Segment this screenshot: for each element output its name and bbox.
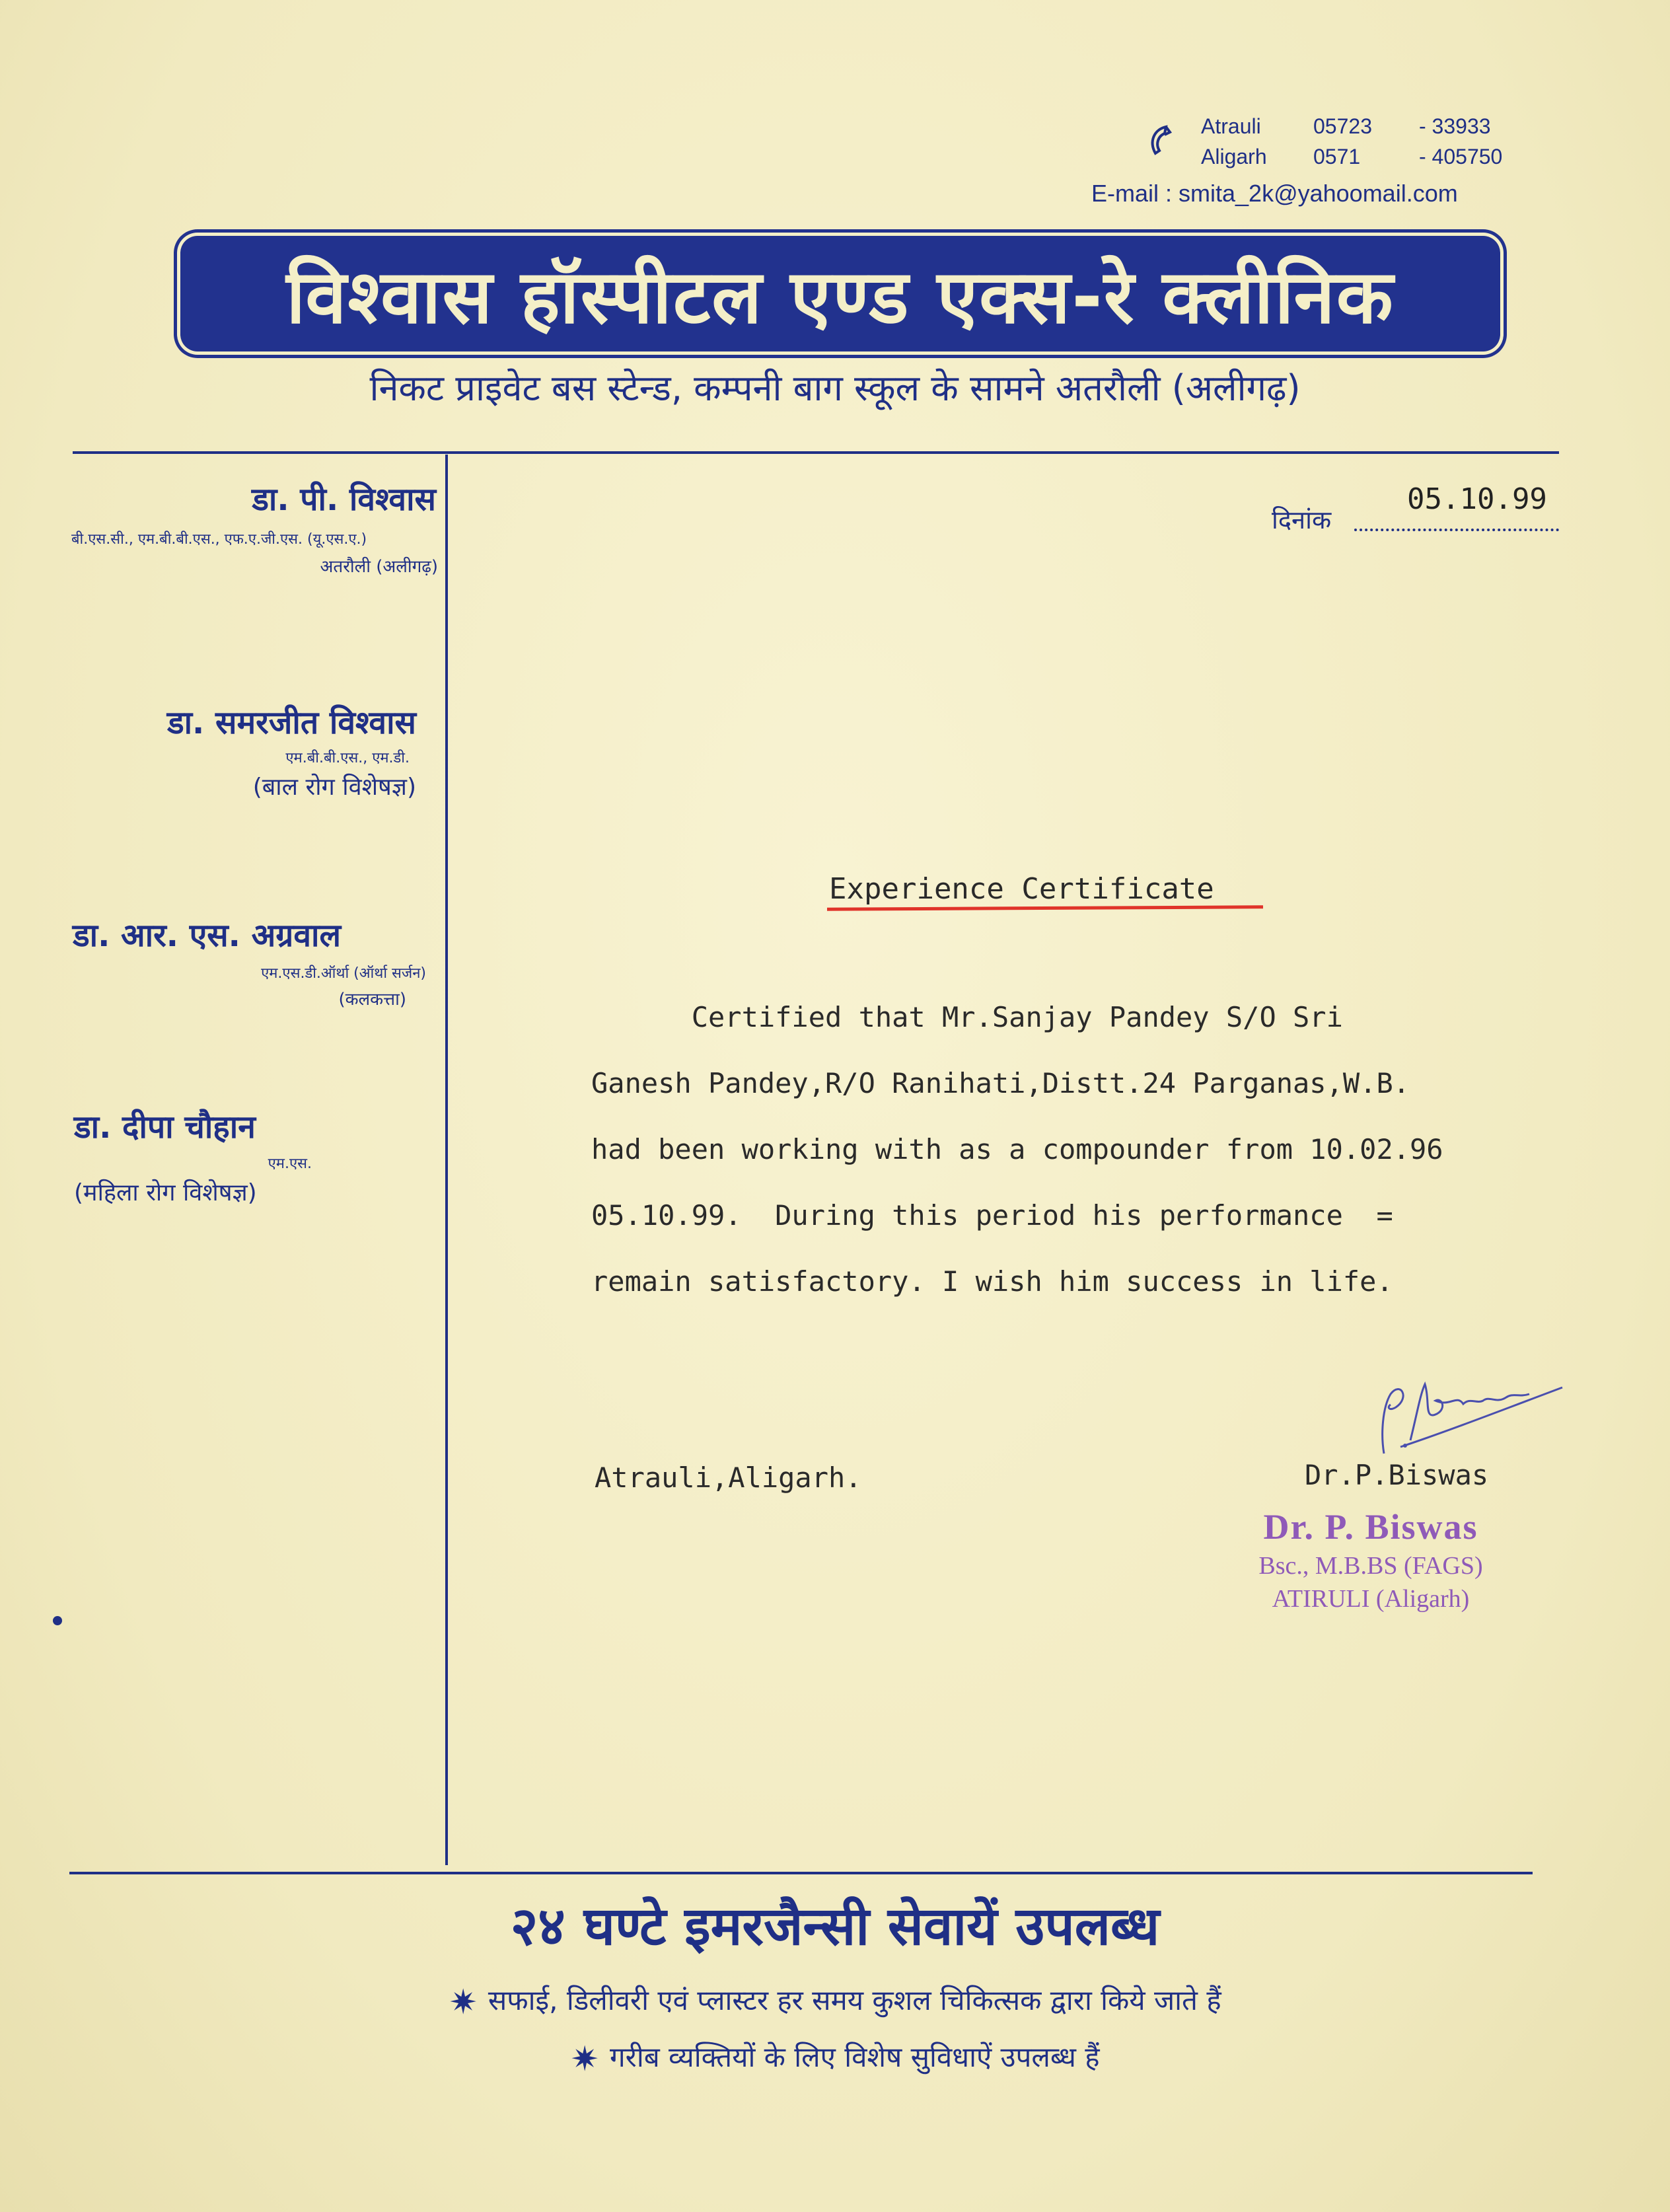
phone-city: Atrauli [1201,114,1261,138]
footer-line-text: सफाई, डिलीवरी एवं प्लास्टर हर समय कुशल चिकित्सक द्वारा किये जाते हैं [488,1984,1221,2016]
handwritten-signature [1364,1368,1576,1467]
doctor-entry [73,913,446,1010]
typed-signatory: Dr.P.Biswas [1305,1459,1489,1491]
star-icon: ✷ [449,1983,478,2022]
emergency-headline: २४ घण्टे इमरजैन्सी सेवायें उपलब्ध [510,1896,1160,1957]
star-icon: ✷ [570,2040,599,2079]
body-line: had been working with as a compounder from 10.02.96 [591,1133,1443,1165]
body-line: Certified that Mr.Sanjay Pandey S/O Sri [591,1001,1343,1033]
ink-speck [53,1616,62,1625]
hospital-address: निकट प्राइवेट बस स्टेन्ड, कम्पनी बाग स्कूल के सामने अतरौली (अलीगढ़) [369,367,1301,409]
phone-list [1201,111,1502,172]
phone-icon [1146,124,1175,157]
phone-code: 0571 [1313,145,1361,168]
stamp-location: ATIRULI (Aligarh) [1272,1585,1470,1613]
doctor-stamp [1222,1506,1519,1613]
phone-number: - 33933 [1419,114,1491,138]
date-label: दिनांक [1272,505,1332,535]
doctor-degree: एम.एस. [268,1156,312,1172]
doctor-name: डा. पी. विश्वास [252,481,436,518]
hospital-name: विश्वास हॉस्पीटल एण्ड एक्स-रे क्लीनिक [286,254,1395,340]
stamp-name: Dr. P. Biswas [1263,1507,1478,1547]
certificate-title: Experience Certificate [829,872,1214,906]
doctor-degree: एम.एस.डी.ऑर्था (ऑर्था सर्जन) [261,965,426,982]
doctor-details [71,529,438,577]
doctor-location: (कलकत्ता) [338,990,406,1010]
footer-divider [69,1872,1533,1874]
place-line: Atrauli,Aligarh. [595,1461,862,1494]
doctor-name: डा. आर. एस. अग्रवाल [73,917,342,954]
sidebar-divider [445,455,448,1865]
body-line: Ganesh Pandey,R/O Ranihati,Distt.24 Parganas,W.B. [591,1067,1410,1099]
body-line: remain satisfactory. I wish him success in life. [591,1265,1393,1298]
body-line: 05.10.99. During this period his performance = [591,1199,1393,1232]
phone-row [1201,141,1502,172]
footer-service-line [0,1981,1670,2022]
doctor-entry [74,1105,312,1208]
header-divider [73,451,1559,454]
phone-row [1201,111,1502,141]
title-underline [827,905,1263,910]
date-dotted-line [1354,529,1559,531]
phone-code: 05723 [1313,114,1372,138]
footer-service-line [0,2038,1670,2079]
doctor-specialty: (बाल रोग विशेषज्ञ) [252,774,416,801]
phone-number: - 405750 [1419,145,1503,168]
date-value: 05.10.99 [1407,482,1547,516]
footer-line-text: गरीब व्यक्तियों के लिए विशेष सुविधाऐं उपलब्ध हैं [610,2041,1100,2073]
email-line: E-mail : smita_2k@yahoomail.com [1091,180,1458,207]
doctor-degree: बी.एस.सी., एम.बी.बी.एस., एफ.ए.जी.एस. (यू.एस.ए.) [71,531,367,548]
doctor-specialty: (महिला रोग विशेषज्ञ) [74,1179,257,1206]
stamp-degree: Bsc., M.B.BS (FAGS) [1258,1552,1483,1580]
phone-city: Aligarh [1201,145,1267,168]
certificate-body [591,984,1622,1315]
doctor-name: डा. दीपा चौहान [74,1109,256,1146]
doctor-location: अतरौली (अलीगढ़) [320,557,438,577]
doctor-degree: एम.बी.बी.एस., एम.डी. [285,750,410,766]
hospital-banner [180,236,1500,351]
doctor-entry [79,700,416,802]
doctor-entry [252,477,436,520]
doctor-name: डा. समरजीत विश्वास [166,704,416,741]
